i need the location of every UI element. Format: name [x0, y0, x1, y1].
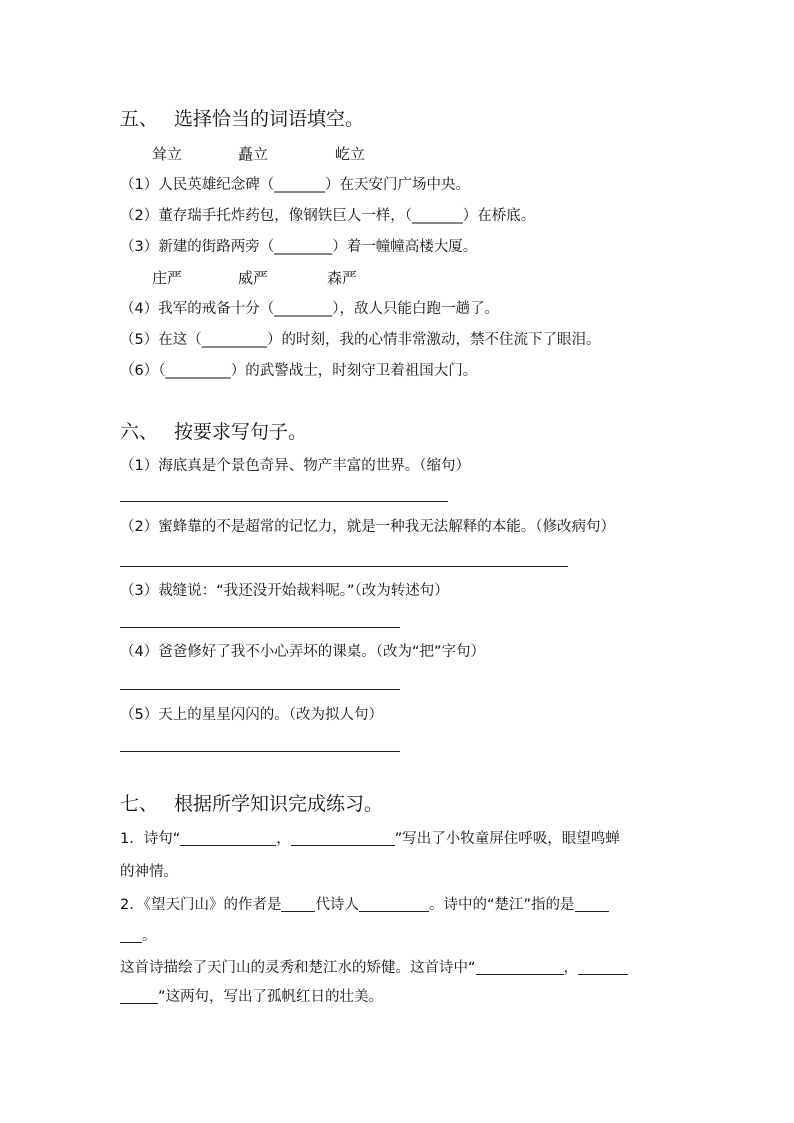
- section-6-title: 按要求写句子。: [174, 421, 308, 443]
- question-5-6: （6）（_________）的武警战士，时刻守卫着祖国大门。: [120, 363, 478, 379]
- answer-line[interactable]: [120, 501, 448, 502]
- question-7-2-middle: 代诗人: [315, 897, 359, 913]
- question-7-1: [120, 829, 620, 849]
- question-7-2-end: 。: [142, 928, 157, 944]
- blank-field[interactable]: [180, 829, 276, 846]
- question-7-1-suffix: ”写出了小牧童屏住呼吸，眼望鸣蝉: [394, 831, 620, 847]
- question-6-4: （4）爸爸修好了我不小心弄坏的课桌。（改为“把”字句）: [120, 644, 485, 660]
- question-7-2-prefix: 2．《望天门山》的作者是: [120, 897, 282, 913]
- question-7-3: [120, 958, 628, 978]
- section-6-heading: [120, 420, 307, 444]
- word-option: 矗立: [238, 145, 269, 163]
- question-5-3: （3）新建的街路两旁（________）着一幢幢高楼大厦。: [120, 239, 478, 255]
- question-7-1-separator: ，: [276, 831, 291, 847]
- question-5-4: （4）我军的戒备十分（________），敌人只能白跑一趟了。: [120, 301, 499, 317]
- blank-field[interactable]: [281, 895, 315, 912]
- question-6-3: （3）裁缝说：“我还没开始裁料呢。”（改为转述句）: [120, 583, 449, 599]
- question-7-3-continued: [120, 987, 383, 1007]
- question-7-3-suffix: ”这两句，写出了孤帆红日的壮美。: [158, 989, 384, 1005]
- word-option: 威严: [238, 269, 269, 287]
- answer-line[interactable]: [120, 627, 400, 628]
- section-6-number: 六、: [120, 421, 159, 443]
- question-7-1-prefix: 1．诗句“: [120, 831, 181, 847]
- blank-field[interactable]: [291, 829, 395, 846]
- answer-line[interactable]: [120, 689, 400, 690]
- word-option: 耸立: [152, 145, 183, 163]
- section-7-number: 七、: [120, 793, 159, 815]
- word-option: 庄严: [152, 269, 183, 287]
- question-6-2: （2）蜜蜂靠的不是超常的记忆力，就是一种我无法解释的本能。（修改病句）: [120, 519, 615, 535]
- question-5-5: （5）在这（_________）的时刻，我的心情非常激动，禁不住流下了眼泪。: [120, 332, 601, 348]
- question-7-2-suffix: 。诗中的“楚江”指的是: [428, 897, 575, 913]
- question-6-5: （5）天上的星星闪闪的。（改为拟人句）: [120, 707, 383, 723]
- blank-field[interactable]: [359, 895, 429, 912]
- question-7-1-continued: 的神情。: [120, 864, 178, 880]
- section-7-heading: [120, 792, 383, 816]
- blank-field[interactable]: [575, 895, 609, 912]
- question-7-2-continued: [120, 926, 157, 946]
- question-7-3-prefix: 这首诗描绘了天门山的灵秀和楚江水的矫健。这首诗中“: [120, 960, 476, 976]
- answer-line[interactable]: [120, 751, 400, 752]
- question-7-3-separator: ，: [563, 960, 579, 976]
- section-5-number: 五、: [120, 108, 159, 130]
- blank-field[interactable]: [120, 926, 142, 943]
- question-6-1: （1）海底真是个景色奇异、物产丰富的世界。（缩句）: [120, 458, 470, 474]
- section-7-title: 根据所学知识完成练习。: [174, 793, 384, 815]
- blank-field[interactable]: [578, 958, 628, 975]
- word-option: 屹立: [335, 145, 366, 163]
- blank-field[interactable]: [120, 987, 158, 1004]
- blank-field[interactable]: [476, 958, 564, 975]
- question-5-1: （1）人民英雄纪念碑（_______）在天安门广场中央。: [120, 177, 470, 193]
- word-option: 森严: [327, 269, 358, 287]
- section-5-heading: [120, 107, 364, 131]
- section-5-title: 选择恰当的词语填空。: [174, 108, 365, 130]
- question-5-2: （2）董存瑞手托炸药包，像钢铁巨人一样，（_______）在桥底。: [120, 208, 536, 224]
- question-7-2: [120, 895, 609, 915]
- answer-line[interactable]: [120, 566, 568, 567]
